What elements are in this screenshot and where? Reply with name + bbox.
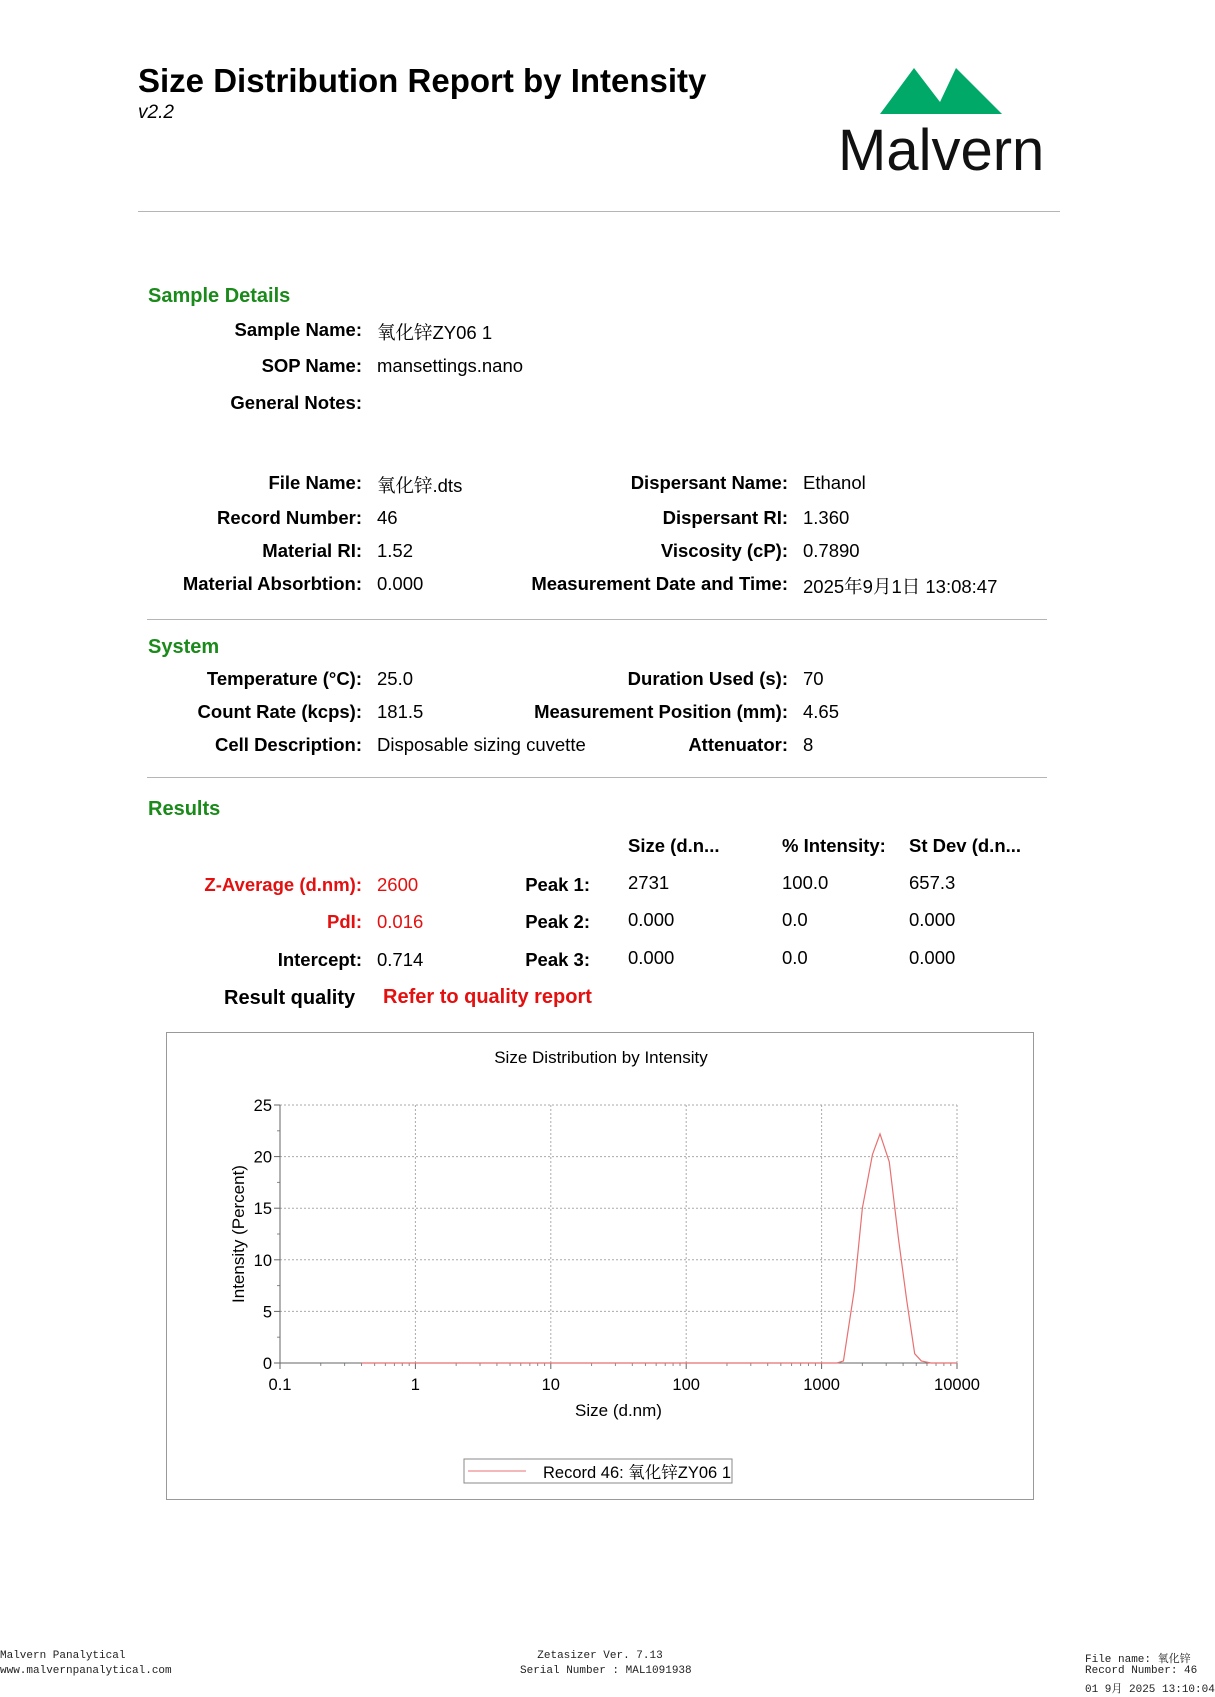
result-label: Intercept: (277, 949, 362, 970)
result-label: PdI: (327, 911, 362, 932)
field-label: Record Number: (217, 507, 362, 528)
section-heading-results: Results (148, 798, 221, 820)
x-axis-label: Size (d.nm) (575, 1401, 662, 1420)
y-tick-label: 20 (253, 1148, 272, 1167)
field-value: 0.000 (377, 573, 424, 594)
y-tick-label: 10 (253, 1251, 272, 1270)
field-value: 181.5 (377, 701, 424, 722)
footer-right-text: 01 9月 2025 13:10:04 (1085, 1684, 1215, 1696)
field-label: General Notes: (230, 392, 362, 413)
peak-intensity: 0.0 (782, 909, 808, 930)
field-label: Duration Used (s): (627, 668, 788, 689)
x-tick-label: 10000 (934, 1376, 980, 1394)
field-value: 4.65 (803, 701, 840, 722)
peak-label: Peak 1: (525, 874, 590, 895)
field-label: Attenuator: (688, 734, 788, 755)
field-label: Dispersant RI: (662, 507, 788, 528)
field-label: Temperature (°C): (206, 668, 362, 689)
field-label: Viscosity (cP): (660, 540, 788, 561)
x-tick-label: 0.1 (268, 1376, 292, 1394)
x-tick-label: 1000 (803, 1376, 840, 1394)
x-tick-label: 1 (410, 1376, 420, 1394)
result-quality-value: Refer to quality report (383, 986, 592, 1008)
field-value: 2025年9月1日 13:08:47 (803, 576, 998, 597)
series-line (362, 1134, 957, 1363)
field-label: Material RI: (262, 540, 362, 561)
peak-size: 0.000 (628, 909, 675, 930)
field-value: 70 (803, 668, 824, 689)
footer-center-text: Zetasizer Ver. 7.13 (537, 1650, 663, 1662)
y-tick-label: 15 (253, 1200, 272, 1219)
field-value: 46 (377, 507, 398, 528)
report-title: Size Distribution Report by Intensity (138, 62, 707, 99)
field-label: Measurement Position (mm): (534, 701, 788, 722)
field-value: 0.7890 (803, 540, 860, 561)
peak-size: 0.000 (628, 947, 675, 968)
report-version: v2.2 (138, 102, 174, 123)
y-axis-label: Intensity (Percent) (229, 1165, 248, 1303)
peak-stdev: 0.000 (909, 947, 956, 968)
field-label: Sample Name: (234, 319, 362, 340)
peak-intensity: 0.0 (782, 947, 808, 968)
section-heading-system: System (148, 636, 220, 658)
logo-text: Malvern (838, 118, 1045, 183)
field-value: 1.52 (377, 540, 414, 561)
footer-left-text: Malvern Panalytical (0, 1650, 126, 1662)
field-label: Material Absorbtion: (182, 573, 362, 594)
y-tick-label: 25 (253, 1097, 272, 1115)
results-column-header: % Intensity: (782, 835, 886, 856)
footer-center-text: Serial Number : MAL1091938 (520, 1665, 692, 1677)
field-label: Cell Description: (215, 734, 362, 755)
peak-label: Peak 2: (525, 911, 590, 932)
field-value: 氧化锌.dts (377, 475, 463, 496)
result-quality-label: Result quality (224, 987, 356, 1009)
y-tick-label: 0 (262, 1355, 272, 1373)
field-label: Measurement Date and Time: (531, 573, 788, 594)
result-value: 2600 (377, 874, 419, 895)
field-value: mansettings.nano (377, 355, 524, 376)
field-label: SOP Name: (261, 355, 362, 376)
field-label: Dispersant Name: (630, 472, 788, 493)
section-heading-sample-details: Sample Details (148, 285, 291, 307)
results-column-header: St Dev (d.n... (909, 835, 1022, 856)
peak-stdev: 657.3 (909, 872, 956, 893)
peak-intensity: 100.0 (782, 872, 829, 893)
result-value: 0.714 (377, 949, 424, 970)
field-label: Count Rate (kcps): (197, 701, 362, 722)
field-label: File Name: (268, 472, 362, 493)
x-tick-label: 100 (672, 1376, 700, 1394)
field-value: 氧化锌ZY06 1 (377, 322, 493, 343)
peak-size: 2731 (628, 872, 670, 893)
field-value: Ethanol (803, 472, 866, 493)
y-tick-label: 5 (262, 1303, 272, 1322)
footer-right-text: File name: 氧化锌 (1085, 1654, 1191, 1666)
legend-entry: Record 46: 氧化锌ZY06 1 (543, 1464, 731, 1482)
field-value: 25.0 (377, 668, 414, 689)
results-column-header: Size (d.n... (628, 835, 720, 856)
result-value: 0.016 (377, 911, 424, 932)
field-value: Disposable sizing cuvette (377, 734, 586, 755)
footer-left-text: www.malvernpanalytical.com (0, 1665, 172, 1677)
peak-stdev: 0.000 (909, 909, 956, 930)
chart-title: Size Distribution by Intensity (494, 1048, 708, 1067)
field-value: 8 (803, 734, 814, 755)
peak-label: Peak 3: (525, 949, 590, 970)
x-tick-label: 10 (541, 1376, 560, 1394)
footer-right-text: Record Number: 46 (1085, 1665, 1198, 1677)
result-label: Z-Average (d.nm): (204, 874, 362, 895)
field-value: 1.360 (803, 507, 850, 528)
